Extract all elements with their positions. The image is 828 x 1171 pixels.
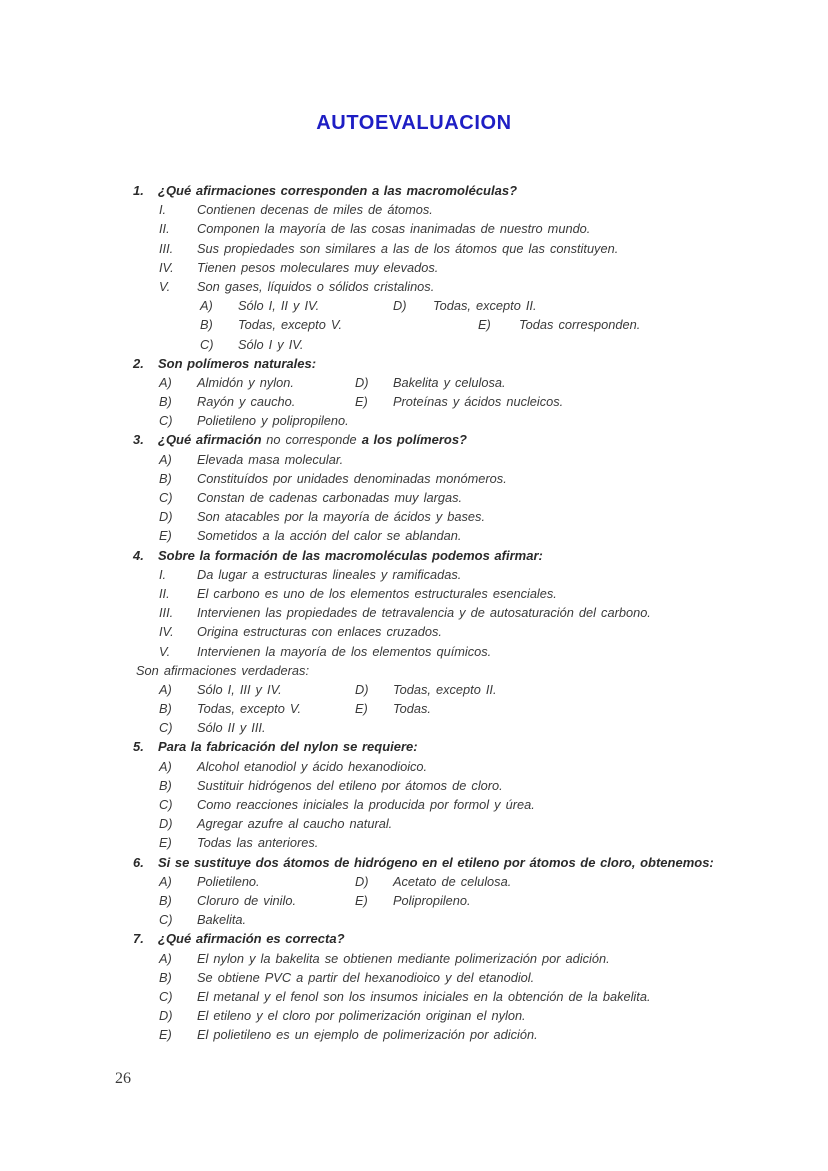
option-row <box>133 1025 798 1044</box>
statement-label: II. <box>159 585 170 601</box>
option-label: A) <box>200 298 213 314</box>
option-row <box>133 507 798 526</box>
option-row <box>133 315 798 334</box>
statement-label: IV. <box>159 624 174 640</box>
option-text: Todas, excepto V. <box>238 317 343 333</box>
option-text: Todas corresponden. <box>519 317 641 333</box>
prompt-part: ¿Qué afirmación <box>158 432 267 448</box>
option-label: E) <box>159 528 172 544</box>
statement-label: V. <box>159 278 171 294</box>
option-text: Son atacables por la mayoría de ácidos y bases. <box>197 509 486 525</box>
option-text: El metanal y el fenol son los insumos iniciales en la obtención de la bakelita. <box>197 988 651 1004</box>
note-text: Son afirmaciones verdaderas: <box>136 662 310 678</box>
option-row <box>133 776 798 795</box>
option-label: D) <box>355 681 369 697</box>
option-text: Se obtiene PVC a partir del hexanodioico y del etanodiol. <box>197 969 535 985</box>
option-text: Sometidos a la acción del calor se ablandan. <box>197 528 462 544</box>
option-text: Acetato de celulosa. <box>393 873 512 889</box>
question-7 <box>133 929 798 1044</box>
question-prompt <box>158 854 714 871</box>
statement-row <box>133 622 798 641</box>
option-label: E) <box>355 892 368 908</box>
option-label: A) <box>159 873 172 889</box>
option-label: C) <box>159 720 173 736</box>
option-text: Bakelita y celulosa. <box>393 374 506 390</box>
option-label: B) <box>159 777 172 793</box>
statement-label: III. <box>159 240 174 256</box>
option-label: A) <box>159 758 172 774</box>
question-2 <box>133 354 798 431</box>
option-label: B) <box>200 317 213 333</box>
option-label: E) <box>355 394 368 410</box>
option-label: C) <box>159 413 173 429</box>
question-prompt <box>158 355 316 372</box>
option-row <box>133 469 798 488</box>
statement-text: Sus propiedades son similares a las de los átomos que las constituyen. <box>197 240 619 256</box>
option-row <box>133 949 798 968</box>
question-prompt <box>158 930 345 947</box>
option-row <box>133 891 798 910</box>
statement-text: Tienen pesos moleculares muy elevados. <box>197 259 439 275</box>
question-header-row <box>133 181 798 200</box>
option-text: Elevada masa molecular. <box>197 451 344 467</box>
option-text: Polietileno y polipropileno. <box>197 413 349 429</box>
option-text: Proteínas y ácidos nucleicos. <box>393 394 564 410</box>
question-header-row <box>133 354 798 373</box>
question-number: 5. <box>133 739 144 755</box>
option-text: Sólo II y III. <box>197 720 266 736</box>
statement-row <box>133 584 798 603</box>
option-row <box>133 296 798 315</box>
statement-text: Da lugar a estructuras lineales y ramificadas. <box>197 566 462 582</box>
option-label: C) <box>159 912 173 928</box>
page-number: 26 <box>115 1070 131 1087</box>
statement-label: V. <box>159 643 171 659</box>
option-row <box>133 718 798 737</box>
option-label: D) <box>159 816 173 832</box>
option-label: D) <box>159 509 173 525</box>
option-label: D) <box>355 374 369 390</box>
question-4 <box>133 546 798 738</box>
option-text: El etileno y el cloro por polimerización originan el nylon. <box>197 1008 526 1024</box>
question-number: 3. <box>133 432 144 448</box>
option-label: E) <box>159 835 172 851</box>
option-text: Todas. <box>393 701 431 717</box>
option-label: B) <box>159 394 172 410</box>
prompt-part: ¿Qué afirmaciones corresponden a las macromoléculas? <box>158 183 518 198</box>
option-label: C) <box>200 336 214 352</box>
question-number: 2. <box>133 355 144 371</box>
prompt-part: no corresponde <box>266 432 362 448</box>
option-label: A) <box>159 950 172 966</box>
prompt-part: a los polímeros? <box>361 432 467 448</box>
question-header-row <box>133 546 798 565</box>
option-label: C) <box>159 988 173 1004</box>
option-row <box>133 450 798 469</box>
statement-row <box>133 239 798 258</box>
question-number: 6. <box>133 854 144 870</box>
option-text: Todas las anteriores. <box>197 835 319 851</box>
question-prompt <box>158 431 467 448</box>
statement-text: El carbono es uno de los elementos estructurales esenciales. <box>197 585 557 601</box>
option-label: E) <box>159 1027 172 1043</box>
option-text: El nylon y la bakelita se obtienen mediante polimerización por adición. <box>197 950 610 966</box>
option-label: A) <box>159 451 172 467</box>
option-label: E) <box>478 317 491 333</box>
statement-label: I. <box>159 566 167 582</box>
statement-row <box>133 277 798 296</box>
option-text: Sólo I, III y IV. <box>197 681 282 697</box>
page-title: AUTOEVALUACION <box>316 112 512 134</box>
option-text: Todas, excepto V. <box>197 701 302 717</box>
option-text: Agregar azufre al caucho natural. <box>197 816 393 832</box>
option-row <box>133 968 798 987</box>
option-text: Bakelita. <box>197 912 247 928</box>
option-text: Todas, excepto II. <box>433 298 537 314</box>
option-row <box>133 373 798 392</box>
question-5 <box>133 737 798 852</box>
option-text: El polietileno es un ejemplo de polimerización por adición. <box>197 1027 538 1043</box>
option-text: Sustituir hidrógenos del etileno por átomos de cloro. <box>197 777 503 793</box>
question-header-row <box>133 853 798 872</box>
question-number: 1. <box>133 183 144 198</box>
prompt-part: Para la fabricación del nylon se requiere: <box>158 739 418 755</box>
statement-row <box>133 258 798 277</box>
option-text: Polipropileno. <box>393 892 471 908</box>
option-label: A) <box>159 681 172 697</box>
prompt-part: Si se sustituye dos átomos de hidrógeno en el etileno por átomos de cloro, obtenemos: <box>158 854 714 870</box>
note-row <box>133 661 798 680</box>
question-1 <box>133 181 798 354</box>
option-text: Alcohol etanodiol y ácido hexanodioico. <box>197 758 428 774</box>
option-text: Polietileno. <box>197 873 260 889</box>
option-label: D) <box>393 298 407 314</box>
option-text: Como reacciones iniciales la producida por formol y úrea. <box>197 797 535 812</box>
option-label: A) <box>159 374 172 390</box>
question-3 <box>133 430 798 545</box>
option-row <box>133 872 798 891</box>
statement-text: Son gases, líquidos o sólidos cristalinos. <box>197 278 435 294</box>
statement-text: Origina estructuras con enlaces cruzados. <box>197 624 442 640</box>
prompt-part: Son polímeros naturales: <box>158 355 317 371</box>
question-header-row <box>133 737 798 756</box>
statement-row <box>133 200 798 219</box>
option-label: D) <box>355 873 369 889</box>
option-row <box>133 392 798 411</box>
statement-label: II. <box>159 221 170 237</box>
statement-row <box>133 603 798 622</box>
statement-label: IV. <box>159 259 174 275</box>
option-row <box>133 488 798 507</box>
question-prompt <box>158 547 543 564</box>
statement-text: Componen la mayoría de las cosas inanimadas de nuestro mundo. <box>197 221 591 237</box>
option-label: B) <box>159 470 172 486</box>
option-text: Sólo I, II y IV. <box>238 298 320 314</box>
option-row <box>133 680 798 699</box>
option-text: Cloruro de vinilo. <box>197 892 297 908</box>
option-text: Constan de cadenas carbonadas muy largas. <box>197 490 463 505</box>
option-label: D) <box>159 1008 173 1024</box>
option-label: C) <box>159 797 173 812</box>
option-row <box>133 814 798 833</box>
option-row <box>133 699 798 718</box>
option-row <box>133 987 798 1006</box>
option-label: E) <box>355 701 368 717</box>
option-label: B) <box>159 892 172 908</box>
option-row <box>133 526 798 545</box>
option-row <box>133 335 798 354</box>
statement-text: Intervienen la mayoría de los elementos químicos. <box>197 643 492 659</box>
option-label: B) <box>159 969 172 985</box>
document-content <box>133 181 798 1044</box>
statement-row <box>133 565 798 584</box>
statement-text: Intervienen las propiedades de tetravalencia y de autosaturación del carbono. <box>197 605 651 621</box>
option-text: Todas, excepto II. <box>393 681 497 697</box>
option-row <box>133 757 798 776</box>
statement-text: Contienen decenas de miles de átomos. <box>197 202 433 218</box>
prompt-part: ¿Qué afirmación es correcta? <box>158 931 345 947</box>
statement-label: I. <box>159 202 167 218</box>
question-number: 7. <box>133 931 144 947</box>
option-text: Rayón y caucho. <box>197 394 296 410</box>
option-row <box>133 833 798 852</box>
question-6 <box>133 853 798 930</box>
option-row <box>133 1006 798 1025</box>
option-text: Almidón y nylon. <box>197 374 294 390</box>
option-text: Constituídos por unidades denominadas monómeros. <box>197 470 507 486</box>
option-row <box>133 795 798 814</box>
question-header-row <box>133 929 798 948</box>
prompt-part: Sobre la formación de las macromoléculas podemos afirmar: <box>158 547 543 563</box>
option-row <box>133 411 798 430</box>
statement-row <box>133 219 798 238</box>
option-text: Sólo I y IV. <box>238 336 304 352</box>
question-number: 4. <box>133 547 144 563</box>
statement-row <box>133 642 798 661</box>
option-label: B) <box>159 701 172 717</box>
option-label: C) <box>159 490 173 505</box>
question-header-row <box>133 430 798 449</box>
question-prompt <box>158 738 418 755</box>
option-row <box>133 910 798 929</box>
question-prompt <box>158 182 517 199</box>
statement-label: III. <box>159 605 174 621</box>
